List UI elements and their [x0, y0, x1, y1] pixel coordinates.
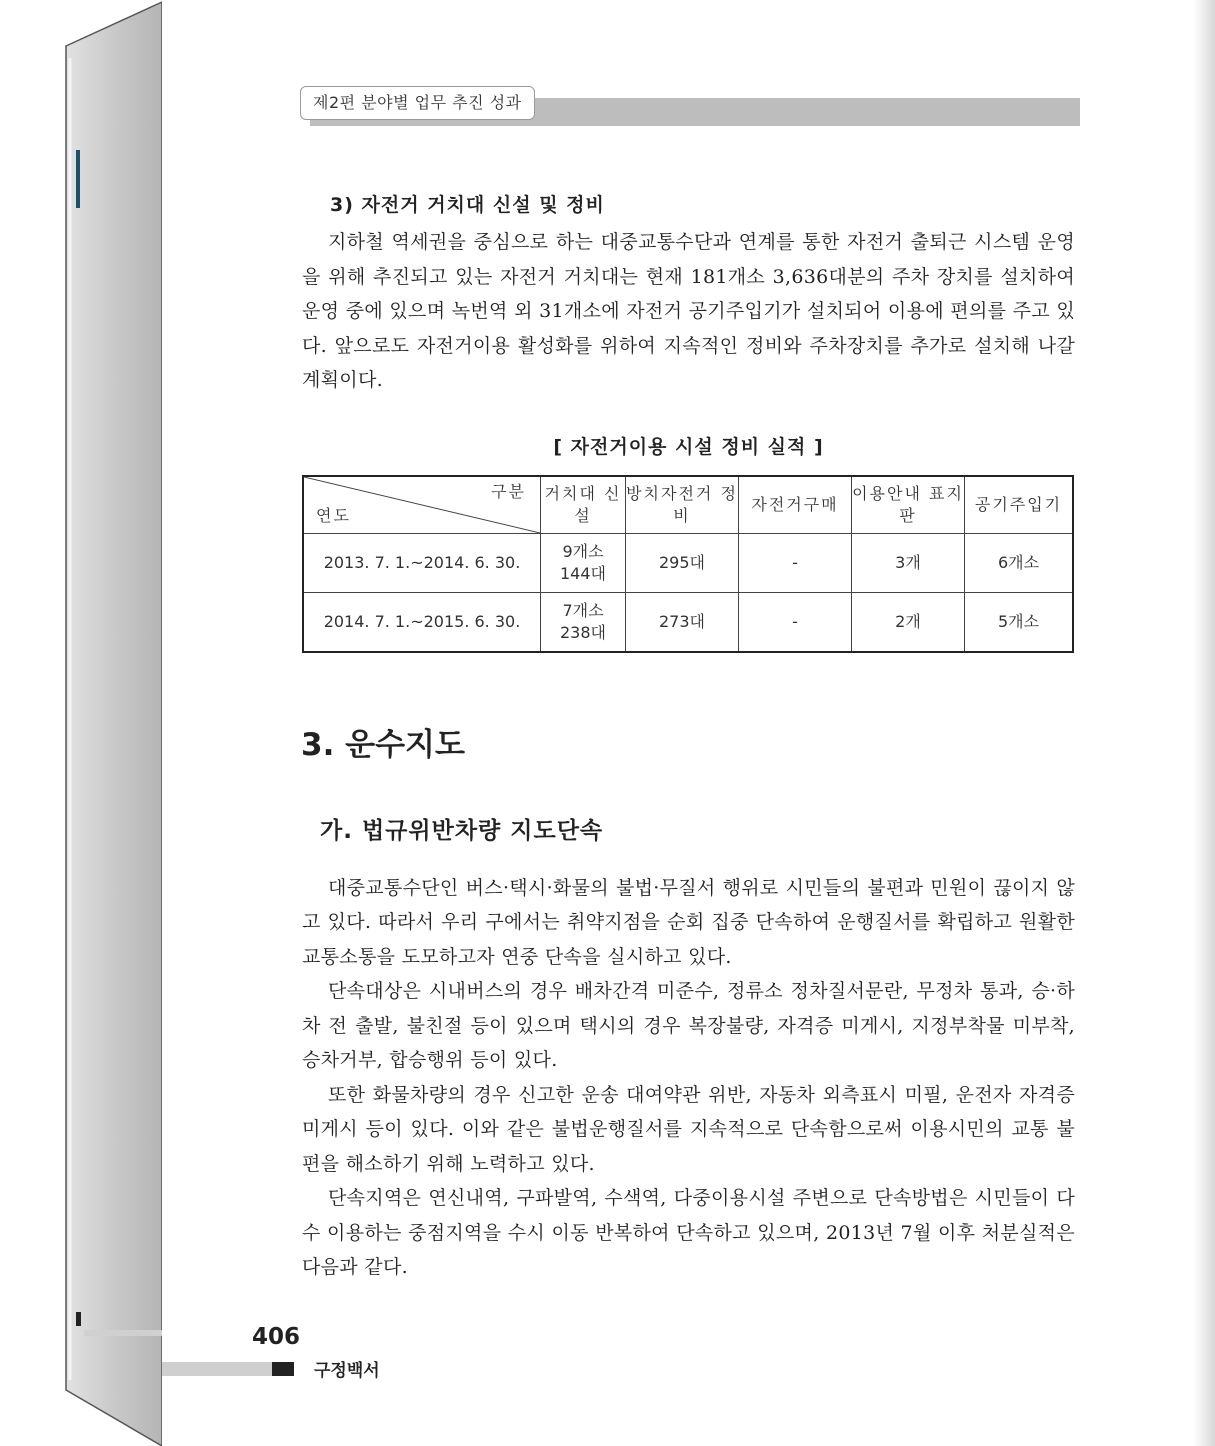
- cell-air-pump: 6개소: [965, 533, 1074, 592]
- paragraph: 대중교통수단인 버스·택시·화물의 불법·무질서 행위로 시민들의 불편과 민원이 끊이지 않고 있다. 따라서 우리 구에서는 취약지점을 순회 집중 단속하여 운행질서를 확립하고 원활한 교통소통을 도모하고자 연중 단속을 실시하고 있다.: [302, 876, 1075, 968]
- page-content: [302, 190, 1075, 1285]
- cell-air-pump: 5개소: [965, 592, 1074, 652]
- racks-count: 144대: [560, 563, 606, 583]
- cell-period: 2013. 7. 1.~2014. 6. 30.: [303, 533, 541, 592]
- subsection-heading: 가. 법규위반차량 지도단속: [320, 817, 604, 844]
- page-edge: [1193, 0, 1215, 1446]
- racks-count: 238대: [560, 622, 606, 642]
- column-header: 거치대 신설: [541, 476, 626, 534]
- paragraph-bicycle-racks: 지하철 역세권을 중심으로 하는 대중교통수단과 연계를 통한 자전거 출퇴근 시스템 운영을 위해 추진되고 있는 자전거 거치대는 현재 181개소 3,636대분의 주차 장치를 설치하여 운영 중에 있으며 녹번역 외 31개소에 자전거 공기주입기가 설치되어 이용에 편의를 주고 있다. 앞으로도 자전거이용 활성화를 위하여 지속적인 정비와 주차장치를 추가로 설치해 나갈 계획이다.: [302, 231, 1075, 391]
- book-title: 구정백서: [314, 1361, 380, 1381]
- table-header-row: [303, 476, 1073, 534]
- table-title: [ 자전거이용 시설 정비 실적 ]: [553, 435, 824, 458]
- cell-abandoned: 295대: [626, 533, 739, 592]
- cell-signs: 2개: [852, 592, 965, 652]
- column-header: 방치자전거 정비: [626, 476, 739, 534]
- racks-sites: 7개소: [562, 600, 604, 620]
- header-year: 연도: [316, 505, 351, 525]
- header-category: 구분: [491, 481, 526, 501]
- chapter-header: 제2편 분야별 업무 추진 성과: [300, 86, 535, 120]
- subheading-bicycle-racks: 3) 자전거 거치대 신설 및 정비: [330, 194, 605, 216]
- paragraph: 단속대상은 시내버스의 경우 배차간격 미준수, 정류소 정차질서문란, 무정차 통과, 승·하차 전 출발, 불친절 등이 있으며 택시의 경우 복장불량, 자격증 미게시, 지정부착물 미부착, 승차거부, 합승행위 등이 있다.: [302, 980, 1075, 1071]
- cell-period: 2014. 7. 1.~2015. 6. 30.: [303, 592, 541, 652]
- racks-sites: 9개소: [562, 541, 604, 561]
- table-header-diagonal-cell: [303, 476, 541, 534]
- page-number: 406: [252, 1324, 301, 1350]
- column-header: 자전거구매: [739, 476, 852, 534]
- footer-block: [272, 1362, 294, 1376]
- footer-bar: [162, 1362, 272, 1376]
- column-header: 공기주입기: [965, 476, 1074, 534]
- cell-purchase: -: [739, 533, 852, 592]
- facility-table: [302, 475, 1074, 653]
- table-row: [303, 592, 1073, 652]
- paragraph: 또한 화물차량의 경우 신고한 운송 대여약관 위반, 자동차 외측표시 미필, 운전자 자격증 미게시 등이 있다. 이와 같은 불법운행질서를 지속적으로 단속함으로써 이용시민의 교통 불편을 해소하기 위해 노력하고 있다.: [302, 1083, 1075, 1175]
- cell-purchase: -: [739, 592, 852, 652]
- book-page: [162, 0, 1215, 1446]
- cell-signs: 3개: [852, 533, 965, 592]
- column-header: 이용안내 표지판: [852, 476, 965, 534]
- cell-abandoned: 273대: [626, 592, 739, 652]
- book-spine: [0, 0, 165, 1446]
- table-row: [303, 533, 1073, 592]
- cell-racks: [541, 533, 626, 592]
- cell-racks: [541, 592, 626, 652]
- section-heading: 3. 운수지도: [301, 726, 465, 763]
- paragraph: 단속지역은 연신내역, 구파발역, 수색역, 다중이용시설 주변으로 단속방법은 시민들이 다수 이용하는 중점지역을 수시 이동 반복하여 단속하고 있으며, 2013년 7월 이후 처분실적은 다음과 같다.: [302, 1187, 1075, 1278]
